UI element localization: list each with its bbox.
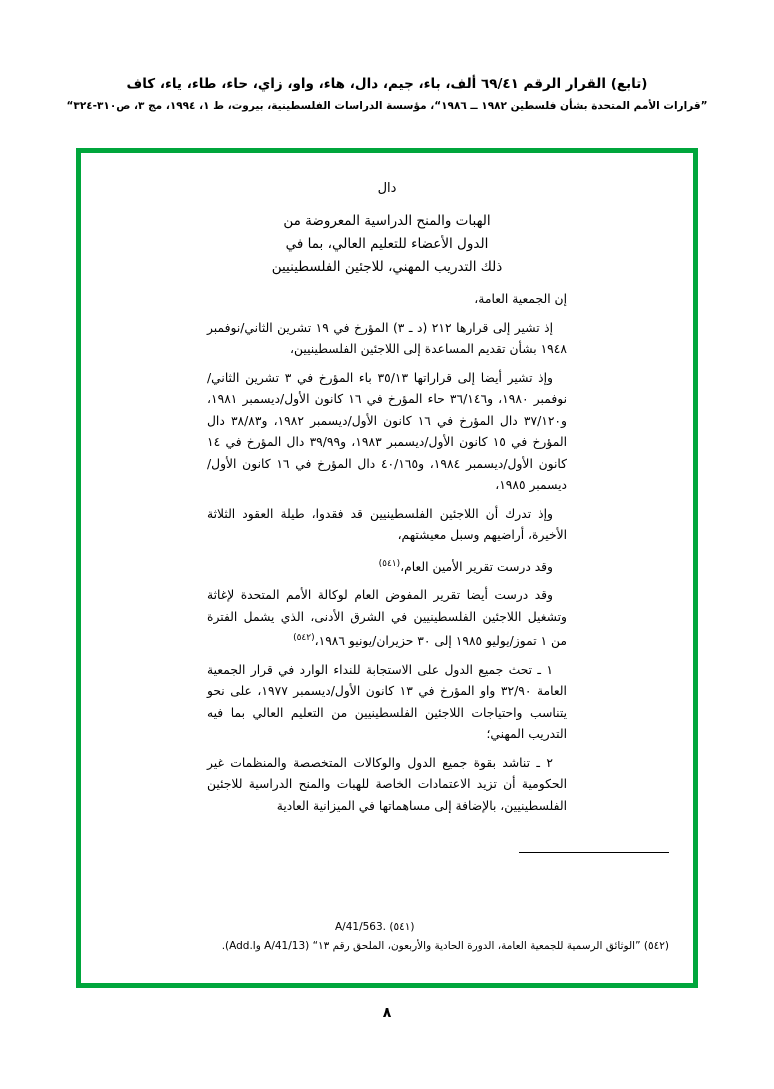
footnote-marker-542: (٥٤٢) [293, 633, 315, 644]
footnotes-block [105, 919, 669, 957]
paragraph-aware: وإذ تدرك أن اللاجئين الفلسطينيين قد فقدوا، طيلة العقود الثلاثة الأخيرة، أراضيهم وسبل معيشتهم، [207, 506, 567, 542]
document-body [91, 163, 683, 973]
green-border-frame [76, 148, 698, 988]
document-title-line-2: الدول الأعضاء للتعليم العالي، بما في [285, 236, 489, 252]
paragraph-recall-1: إذ تشير إلى قرارها ٢١٢ (د ـ ٣) المؤرخ في ١٩ تشرين الثاني/نوفمبر ١٩٤٨ بشأن تقديم المساعدة إلى اللاجئين الفلسطينيين، [207, 320, 567, 356]
page-number: ٨ [382, 1005, 392, 1021]
section-letter: دال [377, 181, 397, 196]
paragraph-operative-2: ٢ ـ تناشد بقوة جميع الدول والوكالات المتخصصة والمنظمات غير الحكومية أن تزيد الاعتمادات الخاصة للهبات والمنح الدراسية للاجئين الفلسطينيين، بالإضافة إلى مساهماتها في الميزانية العادية [207, 755, 567, 813]
resolution-text [207, 289, 567, 817]
footnote-marker-541: (٥٤١) [378, 558, 401, 569]
header-resolution-title: (تابع) القرار الرقم ٦٩/٤١ ألف، باء، جيم، دال، هاء، واو، زاي، حاء، طاء، ياء، كاف [126, 76, 648, 92]
footnote-542: (٥٤٢) ”الوثائق الرسمية للجمعية العامة، الدورة الحادية والأربعون، الملحق رقم ١٣“ (A/41/13 وAdd.l). [221, 940, 669, 952]
paragraph-recall-2: وإذ تشير أيضا إلى قراراتها ٣٥/١٣ باء المؤرخ في ٣ تشرين الثاني/نوفمبر ١٩٨٠، و٣٦/١٤٦ حاء المؤرخ في ١٦ كانون الأول/ديسمبر ١٩٨١، و٣٧/١٢٠ دال المؤرخ في ١٦ كانون الأول/ديسمبر ١٩٨٢، و٣٨/٨٣ دال المؤرخ في ١٥ كانون الأول/ديسمبر ١٩٨٣، و٣٩/٩٩ دال المؤرخ في ١٤ كانون الأول/ديسمبر ١٩٨٤، و٤٠/١٦٥ دال المؤرخ في ١٦ كانون الأول/ديسمبر ١٩٨٥، [207, 370, 567, 492]
paragraph-studied-1 [207, 554, 567, 579]
paragraph-assembly: إن الجمعية العامة، [474, 292, 567, 306]
paragraph-studied-2 [207, 585, 567, 653]
footnote-separator [519, 852, 669, 853]
header-source-citation: ”قرارات الأمم المتحدة بشأن فلسطين ١٩٨٢ ــ ١٩٨٦“، مؤسسة الدراسات الفلسطينية، بيروت، ط ١، ١٩٩٤، مج ٣، ص٣١٠-٣٢٤“ [66, 100, 708, 112]
footnote-541: (٥٤١) .A/41/563 [335, 921, 415, 933]
document-title-line-3: ذلك التدريب المهني، للاجئين الفلسطينيين [271, 259, 503, 275]
paragraph-studied-1-text: وقد درست تقرير الأمين العام، [400, 559, 553, 574]
page-header [0, 74, 774, 115]
paragraph-operative-1: ١ ـ تحث جميع الدول على الاستجابة للنداء الوارد في قرار الجمعية العامة ٣٢/٩٠ واو المؤرخ في ١٣ كانون الأول/ديسمبر ١٩٧٧، على نحو يتناسب واحتياجات اللاجئين الفلسطينيين من التعليم العالي بما فيه التدريب المهني؛ [207, 662, 567, 742]
document-title [222, 210, 552, 279]
document-title-line-1: الهبات والمنح الدراسية المعروضة من [283, 213, 491, 229]
paragraph-studied-2-text: وقد درست أيضا تقرير المفوض العام لوكالة الأمم المتحدة لإغاثة وتشغيل اللاجئين الفلسطينيين في الشرق الأدنى، الذي يشمل الفترة من ١ تموز/يوليو ١٩٨٥ إلى ٣٠ حزيران/يونيو ١٩٨٦، [207, 588, 567, 649]
